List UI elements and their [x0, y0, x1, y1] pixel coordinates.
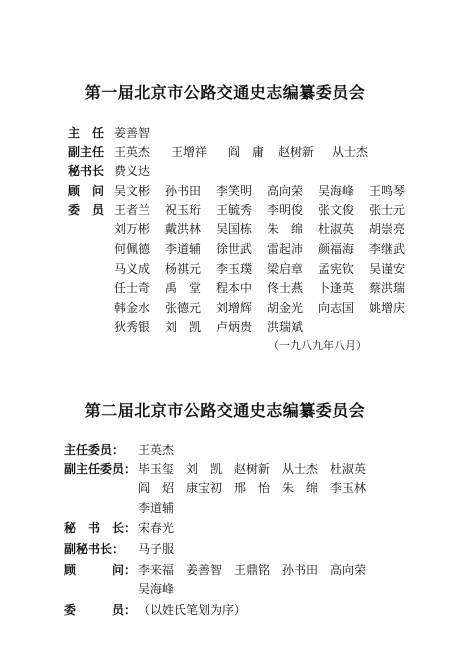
- name: 颜福海: [318, 242, 355, 256]
- name: 任士奇: [114, 281, 151, 295]
- name: 吴文彬: [114, 184, 151, 198]
- name: 王英杰: [114, 145, 151, 159]
- name: 王鼎铭: [234, 563, 271, 577]
- first-deputy-label: 副主任: [68, 145, 105, 159]
- name: 从士杰: [282, 462, 319, 476]
- second-secretary-names: [138, 521, 174, 535]
- name: 赵树新: [278, 145, 315, 159]
- first-director-label: 主 任: [68, 126, 105, 140]
- name: 洪瑞斌: [267, 320, 304, 334]
- name: 何佩德: [114, 242, 151, 256]
- second-secretary-label: 秘 书 长：: [64, 521, 137, 535]
- name: 李明俊: [267, 203, 304, 217]
- second-members-label: 委 员：: [64, 603, 137, 617]
- second-deputy-secretary-names: [138, 542, 174, 556]
- name: 马义成: [114, 262, 151, 276]
- name: 邢 怡: [234, 481, 271, 495]
- second-deputy-label: 副主任委员：: [64, 462, 137, 476]
- name: 毕玉玺: [138, 462, 175, 476]
- name: 刘 凯: [165, 320, 202, 334]
- name: 高向荣: [267, 184, 304, 198]
- name: 杜淑英: [330, 462, 367, 476]
- name: 高向荣: [330, 563, 367, 577]
- name: 程本中: [216, 281, 253, 295]
- name: 吴海峰: [138, 582, 175, 596]
- name: 刘万彬: [114, 222, 151, 236]
- second-advisors-label: 顾 问：: [64, 563, 137, 577]
- name: 刘增辉: [216, 301, 253, 315]
- name: 马子服: [138, 542, 175, 556]
- name: 张文俊: [318, 203, 355, 217]
- name: 李玉璞: [216, 262, 253, 276]
- name: 朱 绵: [267, 222, 304, 236]
- first-advisors-names: [114, 184, 405, 198]
- name: 王英杰: [138, 443, 175, 457]
- name: 禹 堂: [165, 281, 202, 295]
- name: 张士元: [369, 203, 406, 217]
- second-director-label: 主任委员：: [64, 443, 125, 457]
- first-members-label: 委 员: [68, 203, 105, 217]
- name: 雷起沛: [267, 242, 304, 256]
- name: 吴谨安: [369, 262, 406, 276]
- name: 吴国栋: [216, 222, 253, 236]
- name: 孟宪钦: [318, 262, 355, 276]
- second-members-note: （以姓氏笔划为序）: [138, 603, 247, 617]
- second-director-names: [138, 443, 174, 457]
- name: 李继武: [369, 242, 406, 256]
- name: 戴洪林: [165, 222, 202, 236]
- name: 卢炳贵: [216, 320, 253, 334]
- name: 李笑明: [216, 184, 253, 198]
- name: 梁启章: [267, 262, 304, 276]
- name: 王毓秀: [216, 203, 253, 217]
- name: 李道辅: [138, 501, 175, 515]
- name: 孙书田: [165, 184, 202, 198]
- name: 向志国: [318, 301, 355, 315]
- second-committee-title: 第二届北京市公路交通史志编纂委员会: [84, 401, 366, 420]
- name: 祝玉珩: [165, 203, 202, 217]
- name: 宋春光: [138, 521, 175, 535]
- name: 王增祥: [171, 145, 208, 159]
- name: 姚增庆: [369, 301, 406, 315]
- name: 王者兰: [114, 203, 151, 217]
- name: 蔡洪瑞: [369, 281, 406, 295]
- first-committee-title: 第一届北京市公路交通史志编纂委员会: [84, 83, 366, 102]
- name: 费义达: [114, 164, 151, 178]
- name: 阎 炤: [138, 481, 175, 495]
- name: 胡金光: [267, 301, 304, 315]
- name: 王鸣琴: [369, 184, 406, 198]
- name: 杨祺元: [165, 262, 202, 276]
- name: 李来福: [138, 563, 175, 577]
- first-date: （一九八九年八月）: [268, 339, 367, 352]
- name: 阎 庸: [228, 145, 265, 159]
- name: 张德元: [165, 301, 202, 315]
- name: 朱 绵: [282, 481, 319, 495]
- first-secretary-names: [114, 164, 150, 178]
- name: 李玉林: [330, 481, 367, 495]
- name: 徐世武: [216, 242, 253, 256]
- name: 李道辅: [165, 242, 202, 256]
- first-secretary-label: 秘书长: [68, 164, 105, 178]
- name: 赵树新: [234, 462, 271, 476]
- name: 狄秀银: [114, 320, 151, 334]
- name: 吴海峰: [318, 184, 355, 198]
- name: 康宝初: [186, 481, 223, 495]
- name: 杜淑英: [318, 222, 355, 236]
- name: 孙书田: [282, 563, 319, 577]
- first-advisors-label: 顾 问: [68, 184, 105, 198]
- name: 韩金水: [114, 301, 151, 315]
- name: 佟士燕: [267, 281, 304, 295]
- name: 姜善智: [114, 126, 151, 140]
- name: 卜逢英: [318, 281, 355, 295]
- name: 姜善智: [186, 563, 223, 577]
- name: 刘 凯: [186, 462, 223, 476]
- name: 胡崇亮: [369, 222, 406, 236]
- name: 从士杰: [332, 145, 369, 159]
- second-deputy-secretary-label: 副秘书长：: [64, 542, 125, 556]
- first-deputy-names: [114, 145, 368, 159]
- first-director-names: [114, 126, 150, 140]
